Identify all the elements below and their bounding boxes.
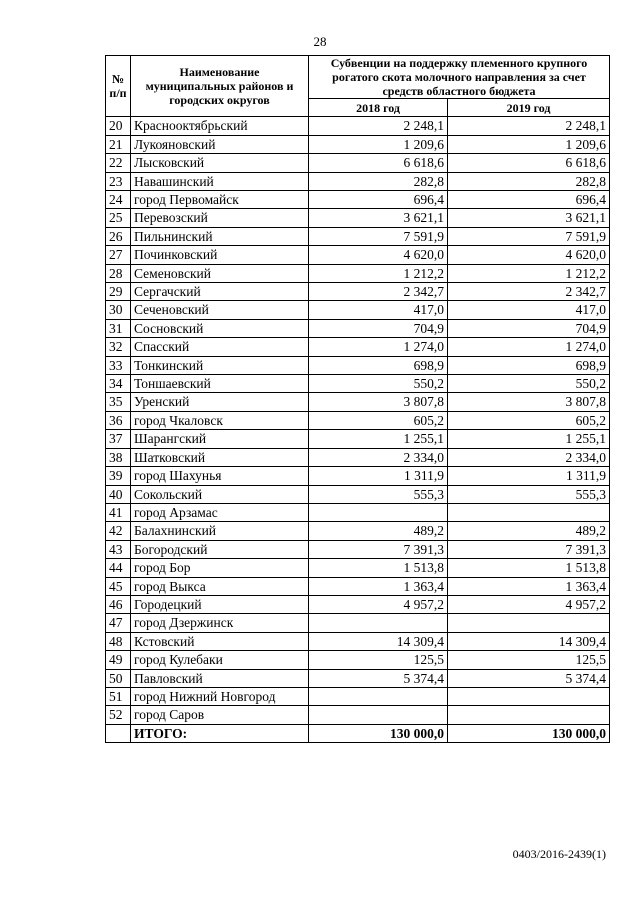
row-name: Навашинский [131, 172, 309, 190]
row-value-2019: 2 334,0 [448, 448, 610, 466]
row-value-2019 [448, 706, 610, 724]
table-row [106, 411, 610, 429]
row-name: Лысковский [131, 154, 309, 172]
header-subsidy: Субвенции на поддержку племенного крупного рогатого скота молочного направления за счет средств областного бюджета [309, 56, 610, 99]
table-row [106, 430, 610, 448]
row-name: Кстовский [131, 632, 309, 650]
subsidy-table [105, 55, 610, 743]
row-value-2019: 4 957,2 [448, 595, 610, 613]
row-value-2018: 1 212,2 [309, 264, 448, 282]
row-value-2018: 489,2 [309, 522, 448, 540]
table-row [106, 319, 610, 337]
table-row [106, 264, 610, 282]
row-value-2018: 1 363,4 [309, 577, 448, 595]
row-value-2019: 7 591,9 [448, 227, 610, 245]
row-index: 49 [106, 651, 131, 669]
row-name: Павловский [131, 669, 309, 687]
row-value-2019: 698,9 [448, 356, 610, 374]
row-value-2018: 2 342,7 [309, 283, 448, 301]
row-value-2018 [309, 706, 448, 724]
table-row [106, 301, 610, 319]
table-row [106, 632, 610, 650]
row-value-2019: 6 618,6 [448, 154, 610, 172]
row-value-2018: 696,4 [309, 191, 448, 209]
table-row [106, 172, 610, 190]
row-name: Тоншаевский [131, 375, 309, 393]
row-name: город Первомайск [131, 191, 309, 209]
table-row [106, 393, 610, 411]
row-value-2019: 696,4 [448, 191, 610, 209]
row-value-2019: 1 311,9 [448, 467, 610, 485]
table-row [106, 614, 610, 632]
row-value-2019: 4 620,0 [448, 246, 610, 264]
row-value-2018: 6 618,6 [309, 154, 448, 172]
row-index: 27 [106, 246, 131, 264]
row-index: 30 [106, 301, 131, 319]
row-value-2018 [309, 614, 448, 632]
row-name: город Бор [131, 559, 309, 577]
row-value-2019: 282,8 [448, 172, 610, 190]
row-index: 51 [106, 687, 131, 705]
row-index: 50 [106, 669, 131, 687]
row-index: 45 [106, 577, 131, 595]
table-row [106, 135, 610, 153]
row-index: 52 [106, 706, 131, 724]
table-row [106, 706, 610, 724]
row-index: 44 [106, 559, 131, 577]
table-row [106, 559, 610, 577]
table-row [106, 283, 610, 301]
row-index: 20 [106, 117, 131, 135]
total-index [106, 724, 131, 742]
table-row [106, 191, 610, 209]
row-value-2019: 704,9 [448, 319, 610, 337]
row-value-2018: 7 591,9 [309, 227, 448, 245]
table-row [106, 356, 610, 374]
document-code: 0403/2016-2439(1) [512, 847, 606, 861]
table-row [106, 227, 610, 245]
row-name: Шатковский [131, 448, 309, 466]
table-row [106, 577, 610, 595]
table-row [106, 154, 610, 172]
row-value-2018: 704,9 [309, 319, 448, 337]
row-name: город Дзержинск [131, 614, 309, 632]
row-name: Семеновский [131, 264, 309, 282]
row-name: Краснооктябрьский [131, 117, 309, 135]
table-row [106, 687, 610, 705]
total-label: ИТОГО: [131, 724, 309, 742]
row-index: 34 [106, 375, 131, 393]
row-index: 41 [106, 503, 131, 521]
row-name: Шарангский [131, 430, 309, 448]
table-row [106, 485, 610, 503]
row-index: 26 [106, 227, 131, 245]
row-value-2018 [309, 687, 448, 705]
row-name: Лукояновский [131, 135, 309, 153]
row-name: Починковский [131, 246, 309, 264]
row-name: город Кулебаки [131, 651, 309, 669]
row-value-2018: 3 621,1 [309, 209, 448, 227]
row-index: 38 [106, 448, 131, 466]
row-index: 35 [106, 393, 131, 411]
table-row [106, 651, 610, 669]
row-index: 47 [106, 614, 131, 632]
row-value-2019: 489,2 [448, 522, 610, 540]
header-index: № п/п [106, 56, 131, 117]
row-index: 22 [106, 154, 131, 172]
row-value-2018: 7 391,3 [309, 540, 448, 558]
row-name: Пильнинский [131, 227, 309, 245]
row-name: город Чкаловск [131, 411, 309, 429]
row-value-2018: 1 513,8 [309, 559, 448, 577]
row-value-2018: 1 311,9 [309, 467, 448, 485]
row-value-2018: 4 620,0 [309, 246, 448, 264]
row-value-2018: 698,9 [309, 356, 448, 374]
row-value-2018: 4 957,2 [309, 595, 448, 613]
row-index: 36 [106, 411, 131, 429]
row-value-2019: 3 621,1 [448, 209, 610, 227]
row-name: город Выкса [131, 577, 309, 595]
row-index: 32 [106, 338, 131, 356]
row-name: город Шахунья [131, 467, 309, 485]
row-name: город Саров [131, 706, 309, 724]
table-body [106, 117, 610, 743]
row-value-2019: 550,2 [448, 375, 610, 393]
row-name: Уренский [131, 393, 309, 411]
table-row [106, 522, 610, 540]
total-value-2019: 130 000,0 [448, 724, 610, 742]
row-value-2018: 2 334,0 [309, 448, 448, 466]
total-row [106, 724, 610, 742]
row-index: 24 [106, 191, 131, 209]
row-index: 25 [106, 209, 131, 227]
table-row [106, 117, 610, 135]
table-row [106, 669, 610, 687]
row-value-2018: 1 255,1 [309, 430, 448, 448]
header-name: Наименование муниципальных районов и городских округов [131, 56, 309, 117]
row-value-2018: 605,2 [309, 411, 448, 429]
table-row [106, 448, 610, 466]
row-index: 29 [106, 283, 131, 301]
row-index: 42 [106, 522, 131, 540]
row-index: 48 [106, 632, 131, 650]
row-value-2019: 417,0 [448, 301, 610, 319]
table-row [106, 375, 610, 393]
row-value-2019: 14 309,4 [448, 632, 610, 650]
total-value-2018: 130 000,0 [309, 724, 448, 742]
row-name: Богородский [131, 540, 309, 558]
row-name: Сергачский [131, 283, 309, 301]
row-value-2018: 282,8 [309, 172, 448, 190]
row-name: Сосновский [131, 319, 309, 337]
row-value-2018: 5 374,4 [309, 669, 448, 687]
row-value-2018: 417,0 [309, 301, 448, 319]
row-index: 31 [106, 319, 131, 337]
row-index: 21 [106, 135, 131, 153]
row-value-2019: 605,2 [448, 411, 610, 429]
row-index: 40 [106, 485, 131, 503]
row-index: 37 [106, 430, 131, 448]
row-value-2018: 550,2 [309, 375, 448, 393]
table-row [106, 338, 610, 356]
row-name: Балахнинский [131, 522, 309, 540]
row-index: 43 [106, 540, 131, 558]
header-year-2019: 2019 год [448, 99, 610, 117]
row-value-2018: 125,5 [309, 651, 448, 669]
row-value-2019: 1 363,4 [448, 577, 610, 595]
row-value-2019: 1 209,6 [448, 135, 610, 153]
row-value-2019 [448, 614, 610, 632]
row-value-2019: 2 248,1 [448, 117, 610, 135]
row-name: город Нижний Новгород [131, 687, 309, 705]
row-value-2019 [448, 503, 610, 521]
row-value-2019: 1 274,0 [448, 338, 610, 356]
table-row [106, 595, 610, 613]
row-value-2018: 3 807,8 [309, 393, 448, 411]
row-value-2019: 1 212,2 [448, 264, 610, 282]
row-value-2019: 3 807,8 [448, 393, 610, 411]
table-row [106, 209, 610, 227]
row-value-2019: 7 391,3 [448, 540, 610, 558]
row-value-2019: 555,3 [448, 485, 610, 503]
row-name: Городецкий [131, 595, 309, 613]
row-index: 28 [106, 264, 131, 282]
row-value-2019: 125,5 [448, 651, 610, 669]
row-name: город Арзамас [131, 503, 309, 521]
row-value-2019: 1 255,1 [448, 430, 610, 448]
table-row [106, 540, 610, 558]
row-index: 23 [106, 172, 131, 190]
row-value-2019 [448, 687, 610, 705]
row-name: Перевозский [131, 209, 309, 227]
row-value-2018 [309, 503, 448, 521]
row-name: Сокольский [131, 485, 309, 503]
row-value-2018: 1 209,6 [309, 135, 448, 153]
row-value-2019: 2 342,7 [448, 283, 610, 301]
row-index: 39 [106, 467, 131, 485]
page-number: 28 [313, 34, 327, 49]
row-value-2019: 5 374,4 [448, 669, 610, 687]
row-index: 46 [106, 595, 131, 613]
table-row [106, 246, 610, 264]
row-value-2018: 1 274,0 [309, 338, 448, 356]
row-value-2018: 555,3 [309, 485, 448, 503]
row-value-2018: 14 309,4 [309, 632, 448, 650]
row-name: Спасский [131, 338, 309, 356]
row-index: 33 [106, 356, 131, 374]
row-value-2019: 1 513,8 [448, 559, 610, 577]
row-name: Тонкинский [131, 356, 309, 374]
row-name: Сеченовский [131, 301, 309, 319]
header-year-2018: 2018 год [309, 99, 448, 117]
table-row [106, 503, 610, 521]
row-value-2018: 2 248,1 [309, 117, 448, 135]
table-row [106, 467, 610, 485]
